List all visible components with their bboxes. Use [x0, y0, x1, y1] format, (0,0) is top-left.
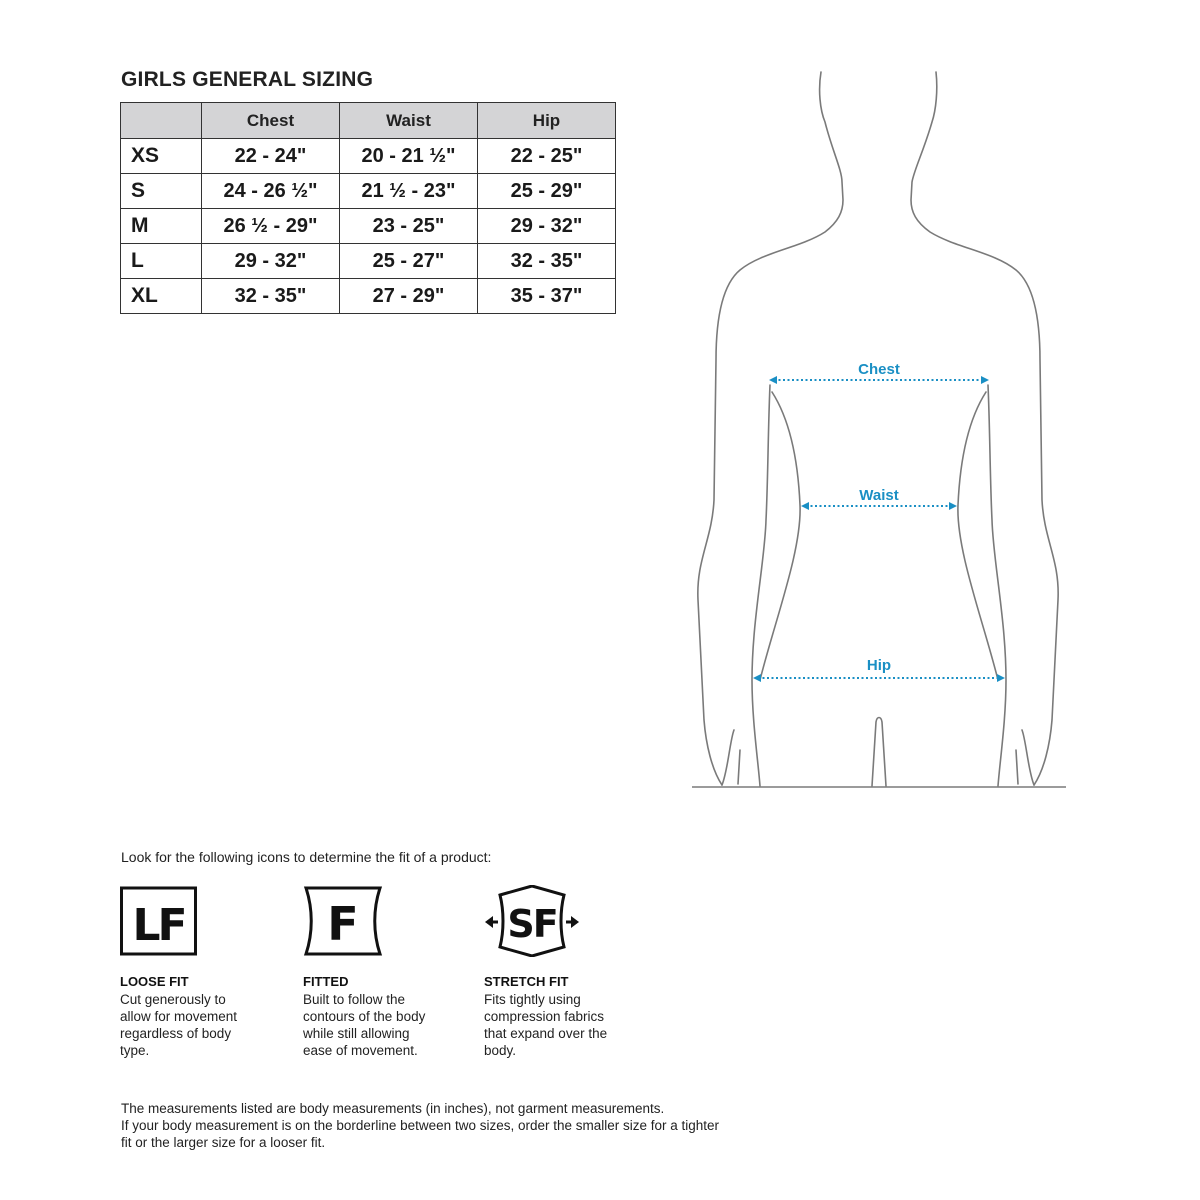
body-outline-leg-gap [872, 718, 886, 787]
body-outline-hand-left [722, 730, 740, 785]
table-row [121, 209, 616, 244]
fit-fitted [303, 885, 463, 1059]
waist-label: Waist [859, 487, 899, 504]
size-label: M [121, 209, 202, 244]
body-outline-hand-right [1016, 730, 1034, 785]
chest-value: 32 - 35" [202, 279, 340, 314]
fit-description: Cut generously to allow for movement regardless of body type. [120, 992, 238, 1058]
stretch-arrow-right-icon [571, 916, 579, 928]
hip-value: 29 - 32" [478, 209, 616, 244]
stretch-arrow-left-icon [485, 916, 493, 928]
body-outline-waist-right [958, 392, 998, 680]
chest-label: Chest [858, 361, 900, 378]
page-title: GIRLS GENERAL SIZING [121, 68, 374, 91]
loose-fit-icon-text: LF [132, 900, 185, 951]
fit-title: FITTED [303, 974, 349, 989]
waist-value: 21 ½ - 23" [340, 174, 478, 209]
table-row [121, 139, 616, 174]
fit-intro-text: Look for the following icons to determine the fit of a product: [121, 849, 492, 865]
waist-arrow-left-icon [801, 502, 809, 510]
fitted-icon [303, 885, 383, 957]
hip-value: 25 - 29" [478, 174, 616, 209]
waist-value: 20 - 21 ½" [340, 139, 478, 174]
chest-arrow-right-icon [981, 376, 989, 384]
stretch-fit-icon-text: SF [507, 902, 557, 946]
table-header-waist: Waist [340, 103, 478, 139]
waist-value: 27 - 29" [340, 279, 478, 314]
chest-value: 24 - 26 ½" [202, 174, 340, 209]
fitted-icon-text: F [327, 897, 359, 951]
body-measurement-figure [690, 70, 1070, 792]
hip-label: Hip [866, 657, 892, 674]
fit-description: Fits tightly using compression fabrics that expand over the body. [484, 992, 608, 1058]
size-label: S [121, 174, 202, 209]
chest-arrow-left-icon [769, 376, 777, 384]
table-header-hip: Hip [478, 103, 616, 139]
size-label: XS [121, 139, 202, 174]
sizing-table [120, 102, 616, 314]
hip-arrow-left-icon [753, 674, 761, 682]
hip-arrow-right-icon [997, 674, 1005, 682]
body-outline-waist-left [760, 392, 800, 680]
chest-value: 22 - 24" [202, 139, 340, 174]
fit-description: Built to follow the contours of the body while still allowing ease of movement. [303, 992, 426, 1058]
chest-value: 26 ½ - 29" [202, 209, 340, 244]
table-header-row [121, 103, 616, 139]
hip-value: 22 - 25" [478, 139, 616, 174]
hip-value: 35 - 37" [478, 279, 616, 314]
waist-arrow-right-icon [949, 502, 957, 510]
body-outline-torso-left [752, 385, 770, 786]
fit-title: STRETCH FIT [484, 974, 569, 989]
chest-value: 29 - 32" [202, 244, 340, 279]
table-header-chest: Chest [202, 103, 340, 139]
measurement-note-line1: The measurements listed are body measurements (in inches), not garment measurements. [121, 1101, 665, 1116]
waist-value: 25 - 27" [340, 244, 478, 279]
measurement-note [121, 1100, 721, 1151]
loose-fit-icon [120, 885, 198, 957]
fit-loose [120, 885, 280, 1059]
table-header-corner [121, 103, 202, 139]
measurement-note-line2: If your body measurement is on the borderline between two sizes, order the smaller size for a tighter fit or the larger size for a looser fit. [121, 1118, 720, 1150]
table-row [121, 244, 616, 279]
fit-title: LOOSE FIT [120, 974, 189, 989]
stretch-fit-icon [484, 885, 580, 957]
fit-stretch [484, 885, 644, 1059]
size-label: L [121, 244, 202, 279]
hip-value: 32 - 35" [478, 244, 616, 279]
body-outline-torso-right [988, 385, 1006, 786]
size-label: XL [121, 279, 202, 314]
table-row [121, 174, 616, 209]
table-row [121, 279, 616, 314]
waist-value: 23 - 25" [340, 209, 478, 244]
